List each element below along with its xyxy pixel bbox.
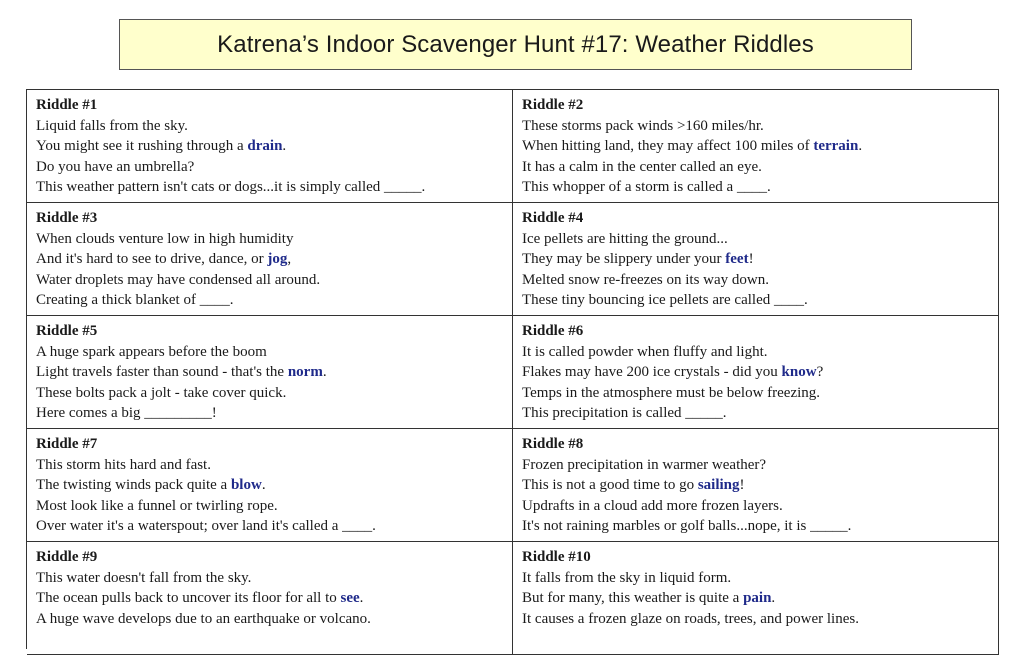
riddle-title: Riddle #10 [522, 549, 591, 565]
riddle-line: Creating a thick blanket of ____. [36, 292, 234, 308]
riddle-line: It causes a frozen glaze on roads, trees, and power lines. [522, 610, 859, 627]
keyword: feet [725, 251, 749, 267]
keyword: norm [287, 364, 323, 380]
riddle-cell-10 [513, 542, 999, 655]
riddle-line: It is called powder when fluffy and light. [522, 343, 768, 360]
riddle-line: And it's hard to see to drive, dance, or jog, [36, 251, 292, 267]
riddle-title: Riddle #5 [36, 323, 98, 339]
riddle-cell-4 [513, 203, 999, 316]
riddle-line: A huge wave develops due to an earthquake or volcano. [36, 610, 371, 627]
riddle-cell-5 [27, 316, 513, 429]
riddle-line: Most look like a funnel or twirling rope. [36, 497, 278, 514]
page-title: Katrena’s Indoor Scavenger Hunt #17: Weather Riddles [119, 19, 912, 70]
riddle-line: You might see it rushing through a drain. [36, 138, 287, 154]
riddle-title: Riddle #4 [522, 210, 584, 226]
riddle-cell-7 [27, 429, 513, 542]
riddle-cell-8 [513, 429, 999, 542]
riddle-cell-3 [27, 203, 513, 316]
riddle-line: This water doesn't fall from the sky. [36, 569, 252, 586]
riddle-cell-9 [27, 542, 513, 655]
riddle-line: Updrafts in a cloud add more frozen layers. [522, 497, 783, 514]
riddle-line: When hitting land, they may affect 100 miles of terrain. [522, 138, 863, 154]
riddle-line: These bolts pack a jolt - take cover quick. [36, 384, 287, 401]
riddle-line: Liquid falls from the sky. [36, 117, 188, 134]
riddle-line: Temps in the atmosphere must be below freezing. [522, 384, 821, 401]
riddle-line: This storm hits hard and fast. [36, 456, 211, 473]
riddle-line: This is not a good time to go sailing! [522, 477, 745, 493]
riddle-grid [26, 89, 999, 649]
riddle-cell-1 [27, 90, 513, 203]
riddle-line: It falls from the sky in liquid form. [522, 569, 732, 586]
keyword: see [340, 590, 360, 606]
riddle-title: Riddle #1 [36, 97, 98, 113]
riddle-line: But for many, this weather is quite a pain. [522, 590, 776, 606]
riddle-line: The twisting winds pack quite a blow. [36, 477, 266, 493]
riddle-line: When clouds venture low in high humidity [36, 230, 294, 247]
riddle-title: Riddle #8 [522, 436, 584, 452]
riddle-line: Flakes may have 200 ice crystals - did you know? [522, 364, 824, 380]
riddle-cell-6 [513, 316, 999, 429]
riddle-line: These tiny bouncing ice pellets are called ____. [522, 292, 808, 308]
riddle-line: Melted snow re-freezes on its way down. [522, 271, 770, 288]
riddle-line: Do you have an umbrella? [36, 158, 195, 175]
riddle-line: It's not raining marbles or golf balls...nope, it is _____. [522, 518, 852, 534]
riddle-cell-2 [513, 90, 999, 203]
riddle-line: Light travels faster than sound - that's the norm. [36, 364, 327, 380]
riddle-line: They may be slippery under your feet! [522, 251, 754, 267]
riddle-title: Riddle #9 [36, 549, 98, 565]
riddle-line: Over water it's a waterspout; over land it's called a ____. [36, 518, 376, 534]
riddle-title: Riddle #7 [36, 436, 98, 452]
keyword: drain [247, 138, 283, 154]
riddle-line: These storms pack winds >160 miles/hr. [522, 117, 764, 134]
riddle-title: Riddle #3 [36, 210, 98, 226]
riddle-line: This whopper of a storm is called a ____. [522, 179, 771, 195]
keyword: pain [743, 590, 772, 606]
riddle-line: Water droplets may have condensed all around. [36, 271, 321, 288]
keyword: jog [267, 251, 288, 267]
riddle-title: Riddle #2 [522, 97, 584, 113]
keyword: terrain [813, 138, 859, 154]
riddle-line: A huge spark appears before the boom [36, 343, 267, 360]
keyword: know [781, 364, 817, 380]
riddle-line: This precipitation is called _____. [522, 405, 727, 421]
keyword: sailing [697, 477, 740, 493]
riddle-title: Riddle #6 [522, 323, 584, 339]
riddle-line: Frozen precipitation in warmer weather? [522, 456, 767, 473]
riddle-line: This weather pattern isn't cats or dogs...it is simply called _____. [36, 179, 426, 195]
riddle-line: It has a calm in the center called an eye. [522, 158, 762, 175]
riddle-line: Ice pellets are hitting the ground... [522, 230, 728, 247]
riddle-line: The ocean pulls back to uncover its floor for all to see. [36, 590, 364, 606]
riddle-line: Here comes a big _________! [36, 405, 217, 421]
keyword: blow [230, 477, 262, 493]
